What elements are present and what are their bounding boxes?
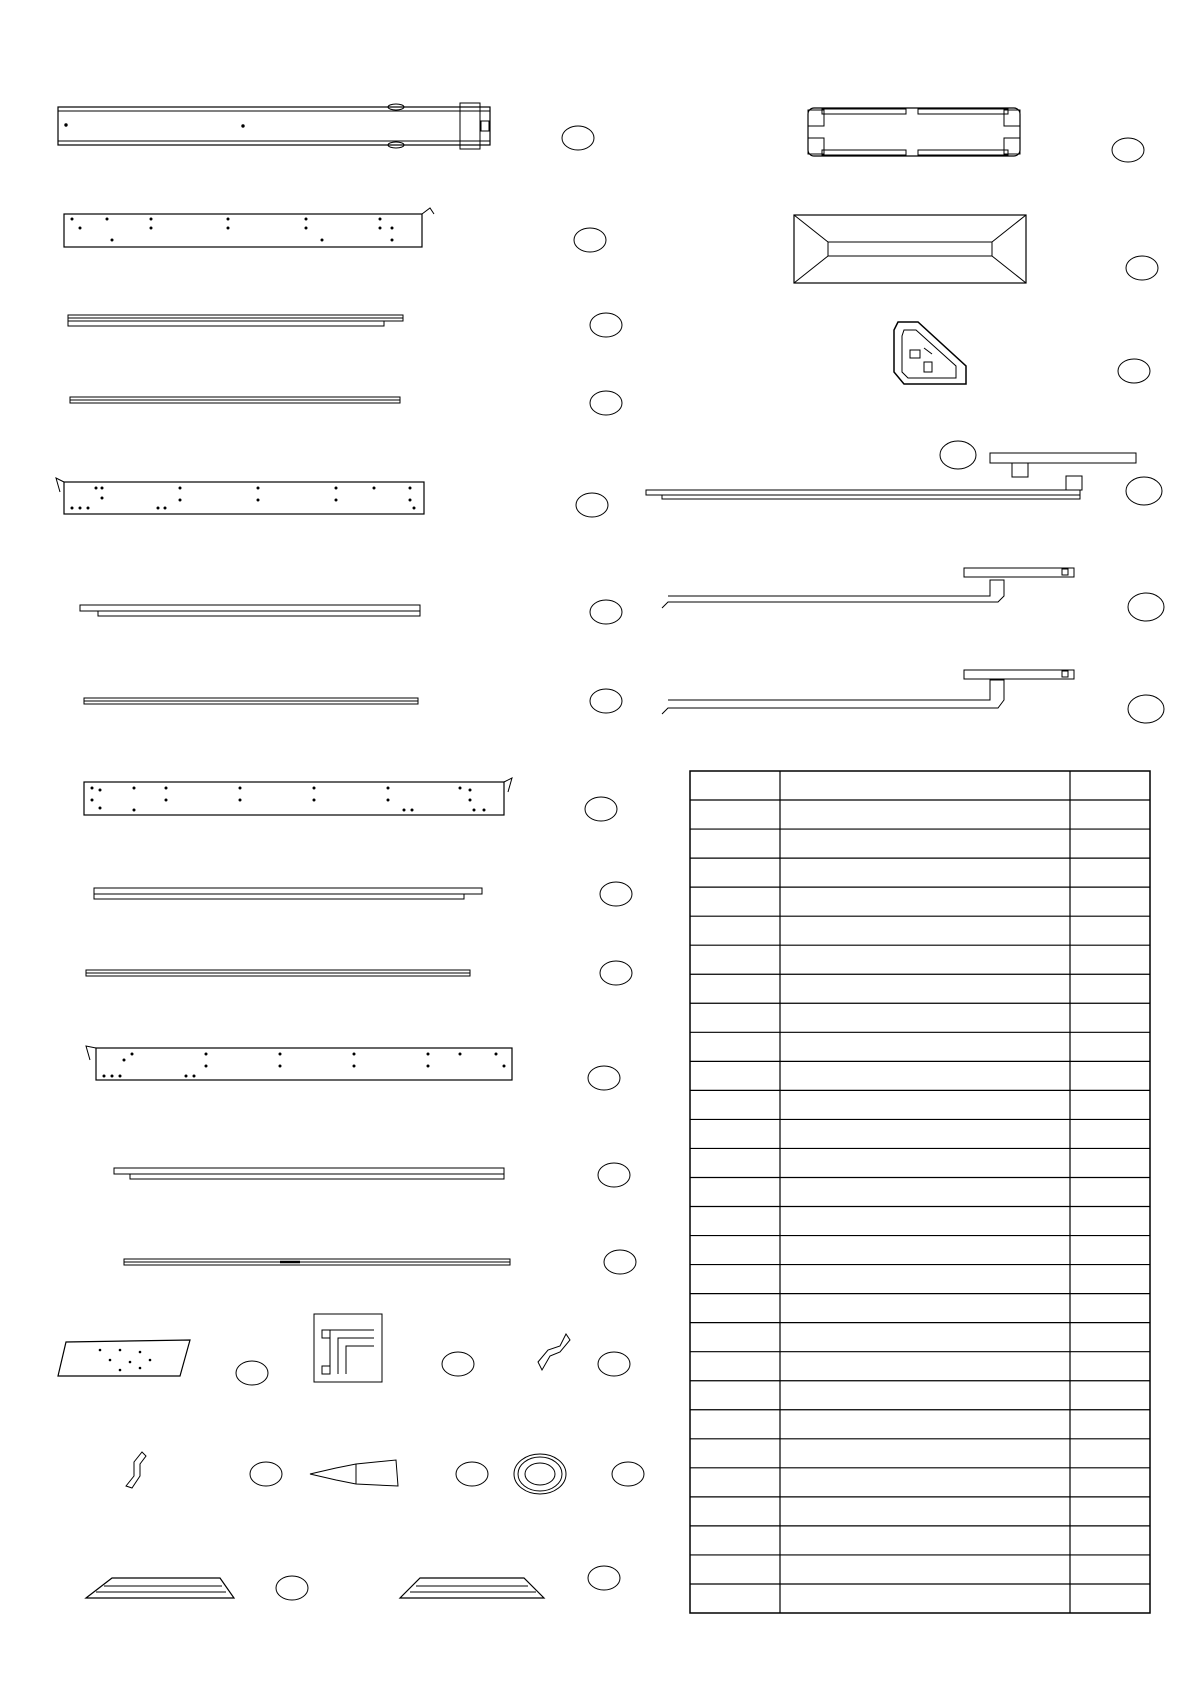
part-thin-rail <box>84 698 418 704</box>
part-rail <box>114 1168 504 1179</box>
part-bracket-panel <box>84 778 512 815</box>
part-trim-piece <box>86 1578 234 1598</box>
part-bracket-panel <box>64 208 434 247</box>
part-offset-rail <box>662 568 1074 608</box>
callout-circle <box>604 1250 636 1274</box>
callout-circle <box>588 1066 620 1090</box>
part-rail-with-bracket <box>646 453 1136 499</box>
part-rail <box>94 888 482 899</box>
part-bracket-panel <box>56 478 424 514</box>
part-hanger-clip <box>126 1452 146 1488</box>
sealant-tube-icon <box>310 1460 398 1486</box>
parts-list-table <box>690 771 1150 1613</box>
callout-circle <box>940 441 976 469</box>
callout-circle <box>600 882 632 906</box>
callout-circle <box>598 1352 630 1376</box>
callout-circle <box>250 1462 282 1486</box>
callout-circle <box>1112 138 1144 162</box>
callout-circle <box>590 391 622 415</box>
part-trim-piece <box>400 1578 544 1598</box>
callout-circle <box>1126 256 1158 280</box>
callout-circle <box>1128 695 1164 723</box>
part-corner-bracket <box>314 1314 382 1382</box>
part-junction-box <box>894 322 966 384</box>
callout-circle <box>612 1462 644 1486</box>
callout-circle <box>588 1566 620 1590</box>
part-thin-rail <box>70 397 400 403</box>
callout-circle <box>585 797 617 821</box>
part-bracket-panel <box>86 1046 512 1080</box>
callout-circle <box>276 1576 308 1600</box>
tape-roll-icon <box>514 1454 566 1494</box>
part-offset-rail <box>662 670 1074 714</box>
callout-circle <box>576 493 608 517</box>
callout-circle <box>600 961 632 985</box>
part-frame-assembly <box>808 108 1020 156</box>
part-clip <box>538 1334 570 1370</box>
part-thin-rail <box>86 970 470 976</box>
part-rail <box>68 315 403 326</box>
callout-circle <box>442 1352 474 1376</box>
callout-circle <box>590 689 622 713</box>
callout-circle <box>1128 593 1164 621</box>
part-long-beam <box>58 103 490 149</box>
callout-circle <box>590 313 622 337</box>
part-rail <box>80 605 420 616</box>
callout-circle <box>456 1462 488 1486</box>
callout-circle <box>562 126 594 150</box>
callout-circle <box>598 1163 630 1187</box>
part-perforated-plate <box>58 1340 190 1376</box>
callout-circle <box>1118 359 1150 383</box>
part-thin-rail <box>124 1259 510 1265</box>
callout-circle <box>236 1361 268 1385</box>
part-tray <box>794 215 1026 283</box>
callout-circle <box>1126 477 1162 505</box>
callout-circle <box>574 228 606 252</box>
callout-circle <box>590 600 622 624</box>
